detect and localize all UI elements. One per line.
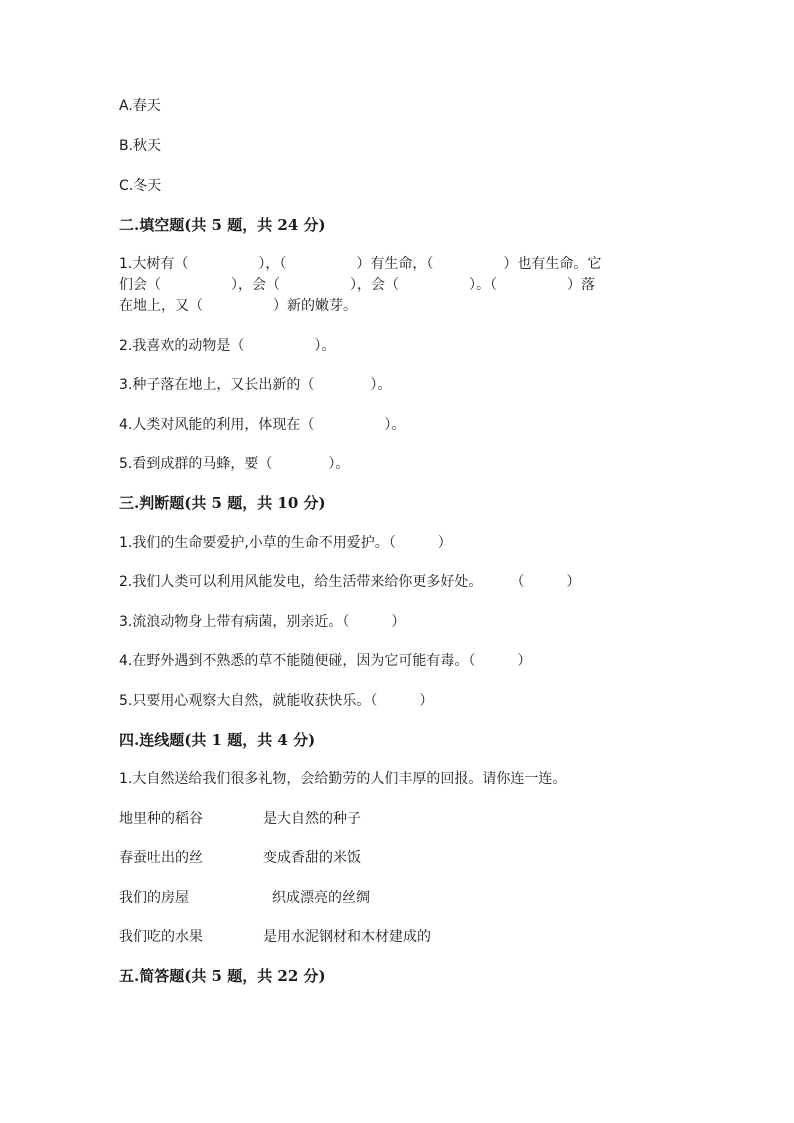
matching-left-item: 我们的房屋 bbox=[119, 890, 189, 906]
fill-blank-question-5: 5.看到成群的马蜂，要（ ）。 bbox=[119, 456, 350, 472]
fill-blank-question-3: 3.种子落在地上，又长出新的（ ）。 bbox=[119, 377, 392, 393]
true-false-question-1: 1.我们的生命要爱护,小草的生命不用爱护。（ ） bbox=[119, 535, 452, 551]
true-false-question-2: 2.我们人类可以利用风能发电，给生活带来给你更多好处。 （ ） bbox=[119, 574, 581, 590]
matching-right-item: 是大自然的种子 bbox=[263, 811, 361, 827]
question-line: 1.大树有（ ），（ ）有生命，（ ）也有生命。它 bbox=[119, 256, 602, 272]
section-title-fill-blank: 二.填空题(共 5 题，共 24 分) bbox=[119, 216, 326, 234]
section-title-matching: 四.连线题(共 1 题，共 4 分) bbox=[119, 731, 316, 749]
true-false-question-4: 4.在野外遇到不熟悉的草不能随便碰，因为它可能有毒。（ ） bbox=[119, 653, 532, 669]
fill-blank-question-2: 2.我喜欢的动物是（ ）。 bbox=[119, 338, 336, 354]
question-line: 们会（ ），会（ ），会（ ）。（ ）落 bbox=[119, 277, 595, 293]
option-a: A.春天 bbox=[119, 98, 161, 114]
fill-blank-question-1 bbox=[119, 254, 681, 317]
option-b: B.秋天 bbox=[119, 138, 162, 154]
matching-right-item: 变成香甜的米饭 bbox=[263, 850, 361, 866]
section-title-true-false: 三.判断题(共 5 题，共 10 分) bbox=[119, 494, 326, 512]
fill-blank-question-4: 4.人类对风能的利用，体现在（ ）。 bbox=[119, 417, 406, 433]
matching-right-item: 织成漂亮的丝绸 bbox=[272, 890, 370, 906]
matching-left-item: 我们吃的水果 bbox=[119, 929, 203, 945]
true-false-question-3: 3.流浪动物身上带有病菌，别亲近。（ ） bbox=[119, 614, 406, 630]
question-line: 在地上，又（ ）新的嫩芽。 bbox=[119, 298, 357, 314]
section-title-short-answer: 五.简答题(共 5 题，共 22 分) bbox=[119, 967, 326, 985]
matching-left-item: 春蚕吐出的丝 bbox=[119, 850, 203, 866]
matching-left-item: 地里种的稻谷 bbox=[119, 811, 203, 827]
true-false-question-5: 5.只要用心观察大自然，就能收获快乐。（ ） bbox=[119, 693, 434, 709]
option-c: C.冬天 bbox=[119, 178, 162, 194]
matching-question: 1.大自然送给我们很多礼物，会给勤劳的人们丰厚的回报。请你连一连。 bbox=[119, 771, 567, 787]
matching-right-item: 是用水泥钢材和木材建成的 bbox=[263, 929, 431, 945]
